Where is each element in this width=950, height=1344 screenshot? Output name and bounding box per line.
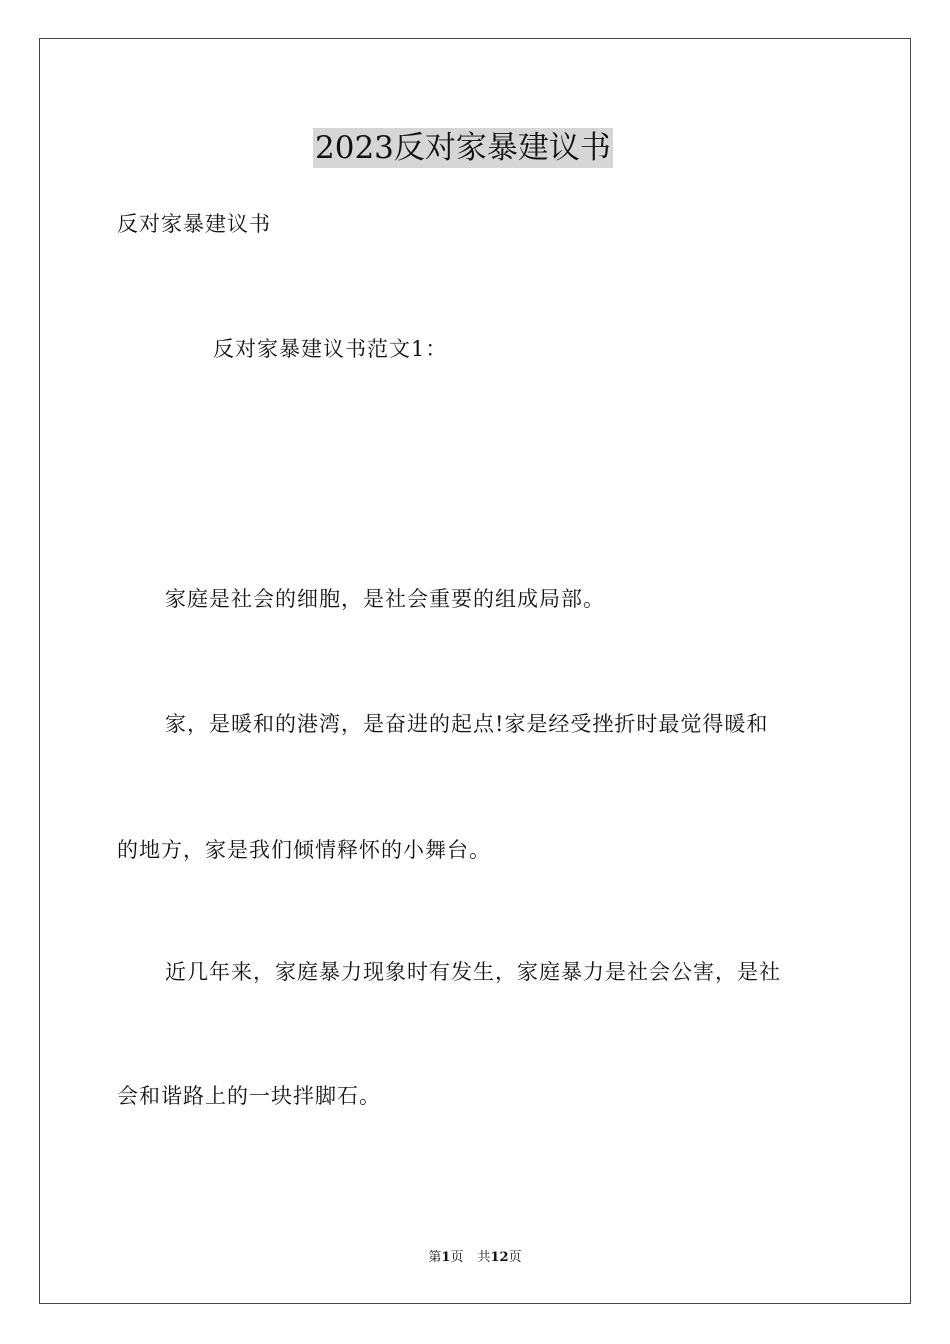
paragraph-line: 的地方，家是我们倾情释怀的小舞台。 bbox=[117, 838, 491, 862]
current-page-number: 1 bbox=[441, 1250, 451, 1265]
section-heading: 反对家暴建议书范文1： bbox=[213, 337, 448, 361]
page-suffix: 页 bbox=[450, 1250, 464, 1265]
subtitle-line: 反对家暴建议书 bbox=[117, 212, 271, 236]
paragraph-line: 家，是暖和的港湾，是奋进的起点!家是经受挫折时最觉得暖和 bbox=[165, 712, 769, 736]
total-page-count: 12 bbox=[490, 1250, 509, 1265]
total-prefix: 共 bbox=[477, 1250, 491, 1265]
page-footer bbox=[0, 1249, 950, 1267]
document-title: 2023反对家暴建议书 bbox=[315, 130, 611, 166]
paragraph-line: 家庭是社会的细胞，是社会重要的组成局部。 bbox=[165, 587, 605, 611]
paragraph-line: 近几年来，家庭暴力现象时有发生，家庭暴力是社会公害，是社 bbox=[165, 960, 781, 984]
paragraph-line: 会和谐路上的一块拌脚石。 bbox=[117, 1084, 381, 1108]
page-prefix: 第 bbox=[428, 1250, 442, 1265]
total-suffix: 页 bbox=[508, 1250, 522, 1265]
